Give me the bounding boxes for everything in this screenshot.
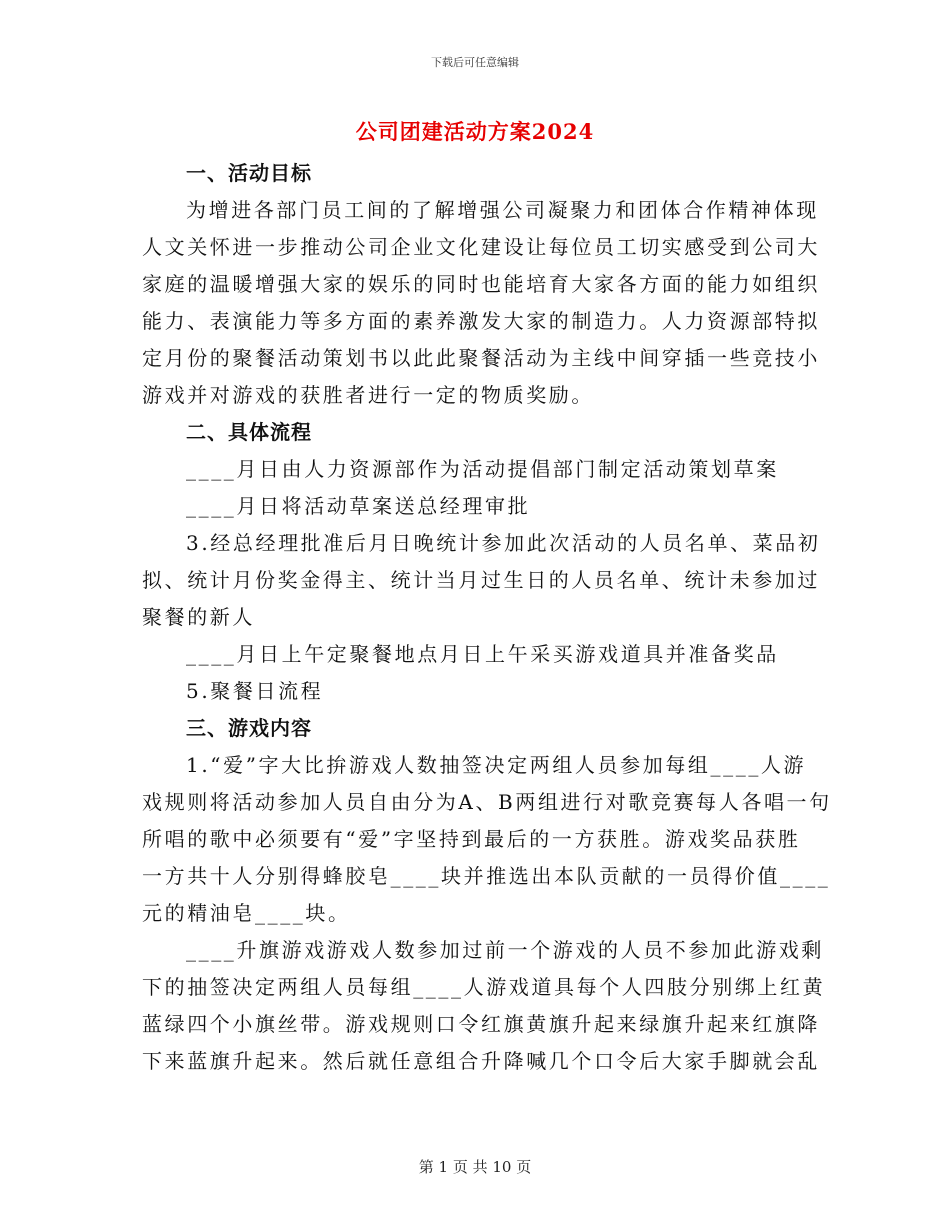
- text-line: 下来蓝旗升起来。然后就任意组合升降喊几个口令后大家手脚就会乱: [142, 1049, 820, 1073]
- text-line: 戏规则将活动参加人员自由分为A、B两组进行对歌竞赛每人各唱一句: [142, 790, 832, 814]
- text-line: 3.经总经理批准后月日晚统计参加此次活动的人员名单、菜品初: [186, 531, 821, 555]
- text-line: ____月日由人力资源部作为活动提倡部门制定活动策划草案: [186, 457, 779, 481]
- text-line: 蓝绿四个小旗丝带。游戏规则口令红旗黄旗升起来绿旗升起来红旗降: [142, 1012, 820, 1036]
- document-title: 公司团建活动方案2024: [355, 119, 595, 144]
- text-line: 5.聚餐日流程: [186, 679, 324, 703]
- text-line: 1.“爱”字大比拚游戏人数抽签决定两组人员参加每组____人游: [186, 753, 807, 777]
- section-heading: 一、活动目标: [186, 161, 312, 185]
- text-line: 游戏并对游戏的获胜者进行一定的物质奖励。: [142, 383, 594, 407]
- text-line: 为增进各部门员工间的了解增强公司凝聚力和团体合作精神体现: [186, 198, 819, 222]
- text-line: 定月份的聚餐活动策划书以此此聚餐活动为主线中间穿插一些竞技小: [142, 346, 820, 370]
- text-line: 家庭的温暖增强大家的娱乐的同时也能培育大家各方面的能力如组织: [142, 272, 820, 296]
- document-body: [142, 155, 832, 1080]
- page-header: 下载后可任意编辑: [431, 56, 519, 69]
- text-line: 聚餐的新人: [142, 605, 255, 629]
- text-line: 能力、表演能力等多方面的素养激发大家的制造力。人力资源部特拟: [142, 309, 820, 333]
- text-line: 一方共十人分别得蜂胶皂____块并推选出本队贡献的一员得价值____: [142, 864, 831, 888]
- text-line: 元的精油皂____块。: [142, 901, 351, 925]
- text-line: ____月日上午定聚餐地点月日上午采买游戏道具并准备奖品: [186, 642, 779, 666]
- text-line: 拟、统计月份奖金得主、统计当月过生日的人员名单、统计未参加过: [142, 568, 820, 592]
- section-heading: 二、具体流程: [186, 420, 312, 444]
- text-line: ____月日将活动草案送总经理审批: [186, 494, 531, 518]
- page-footer: 第 1 页 共 10 页: [418, 1158, 532, 1176]
- text-line: 人文关怀进一步推动公司企业文化建设让每位员工切实感受到公司大: [142, 235, 820, 259]
- section-heading: 三、游戏内容: [186, 716, 312, 740]
- text-line: 下的抽签决定两组人员每组____人游戏道具每个人四肢分别绑上红黄: [142, 975, 826, 999]
- text-line: ____升旗游戏游戏人数参加过前一个游戏的人员不参加此游戏剩: [186, 938, 824, 962]
- text-line: 所唱的歌中必须要有“爱”字坚持到最后的一方获胜。游戏奖品获胜: [142, 827, 801, 851]
